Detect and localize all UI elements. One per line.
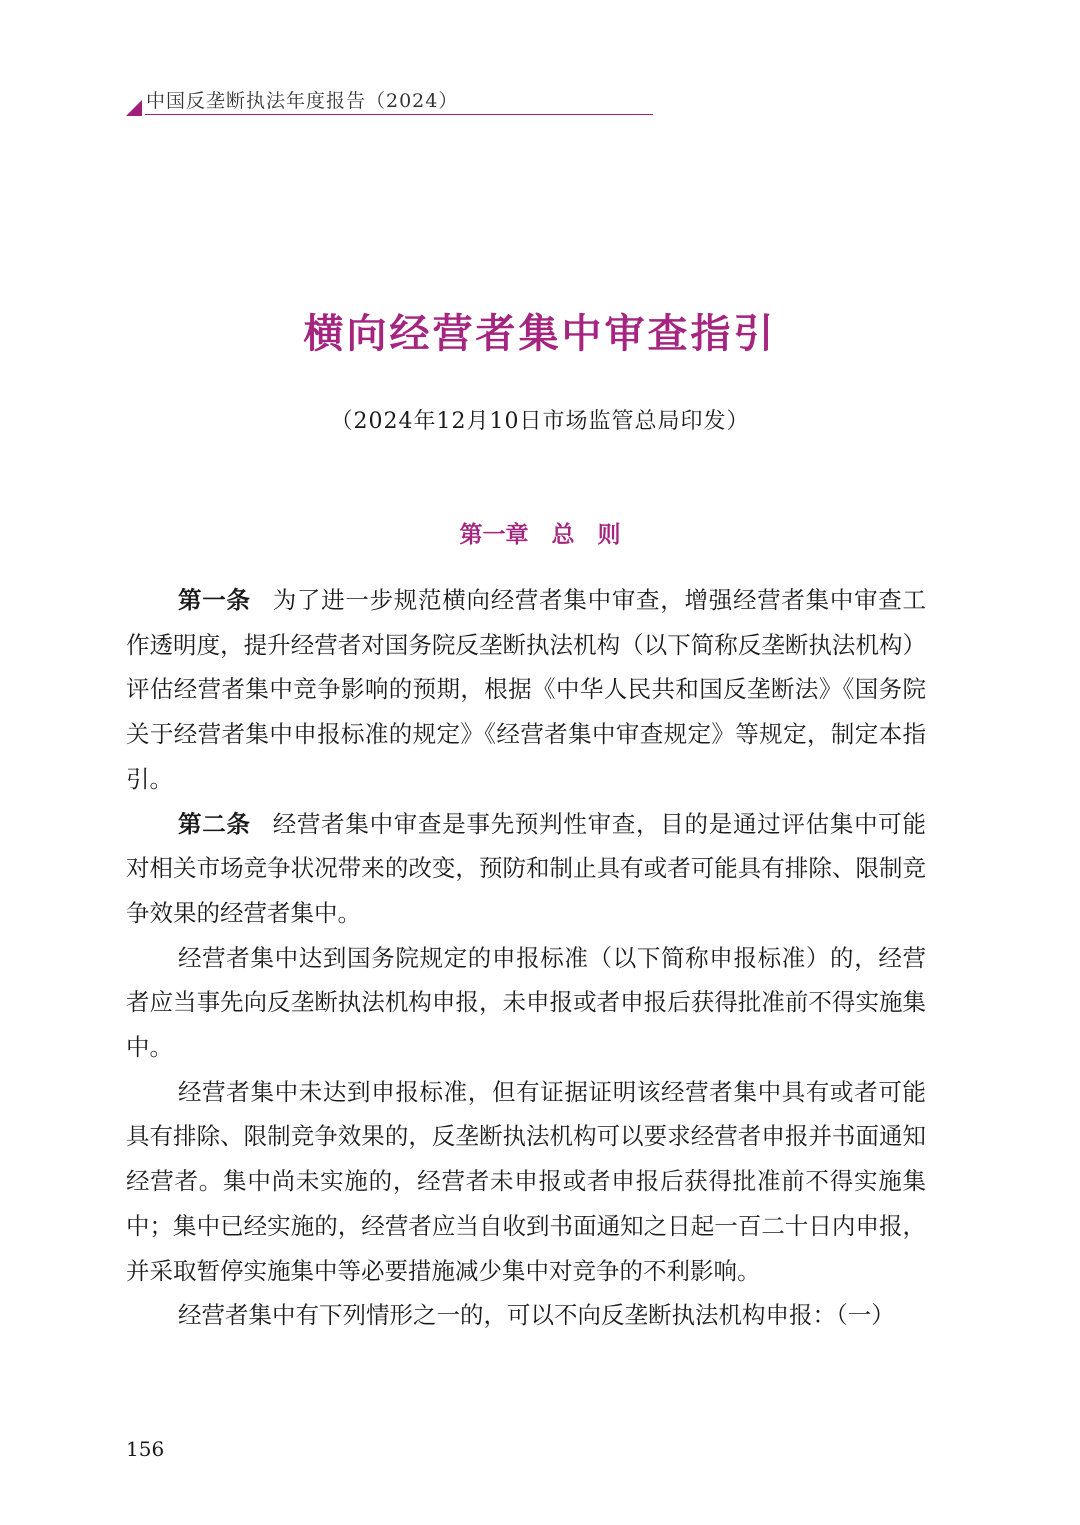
paragraph-text: 经营者集中审查是事先预判性审查，目的是通过评估集中可能对相关市场竞争状况带来的改变，预防和制止具有或者可能具有排除、限制竞争效果的经营者集中。	[126, 809, 927, 927]
paragraph	[126, 936, 926, 1070]
article-label: 第二条	[178, 809, 251, 838]
article-2-paragraph	[126, 802, 926, 936]
page-number: 156	[126, 1437, 165, 1461]
article-1-paragraph	[126, 578, 926, 802]
paragraph	[126, 1070, 926, 1294]
paragraph-text: 经营者集中有下列情形之一的，可以不向反垄断执法机构申报：（一）	[178, 1301, 895, 1330]
paragraph-text: 经营者集中达到国务院规定的申报标准（以下简称申报标准）的，经营者应当事先向反垄断执法机构申报，未申报或者申报后获得批准前不得实施集中。	[126, 943, 926, 1062]
paragraph-text: 经营者集中未达到申报标准，但有证据证明该经营者集中具有或者可能具有排除、限制竞争效果的，反垄断执法机构可以要求经营者申报并书面通知经营者。集中尚未实施的，经营者未申报或者申报后获得批准前不得实施集中；集中已经实施的，经营者应当自收到书面通知之日起一百二十日内申报，并采取暂停实施集中等必要措施减少集中对竞争的不利影响。	[126, 1077, 926, 1285]
paragraph-text: 为了进一步规范横向经营者集中审查，增强经营者集中审查工作透明度，提升经营者对国务院反垄断执法机构（以下简称反垄断执法机构）评估经营者集中竞争影响的预期，根据《中华人民共和国反垄断法》《国务院关于经营者集中申报标准的规定》《经营者集中审查规定》等规定，制定本指引。	[126, 586, 927, 793]
article-label: 第一条	[178, 586, 251, 614]
document-subtitle: （2024年12月10日市场监管总局印发）	[330, 409, 750, 434]
running-header-title: 中国反垄断执法年度报告（2024）	[146, 90, 459, 112]
header-rule	[145, 114, 653, 115]
running-header	[126, 86, 458, 117]
chapter-heading: 第一章 总 则	[459, 522, 621, 548]
document-title: 横向经营者集中审查指引	[303, 311, 777, 357]
body-text	[126, 578, 926, 1338]
paragraph	[126, 1293, 926, 1338]
corner-triangle-icon	[126, 100, 142, 116]
